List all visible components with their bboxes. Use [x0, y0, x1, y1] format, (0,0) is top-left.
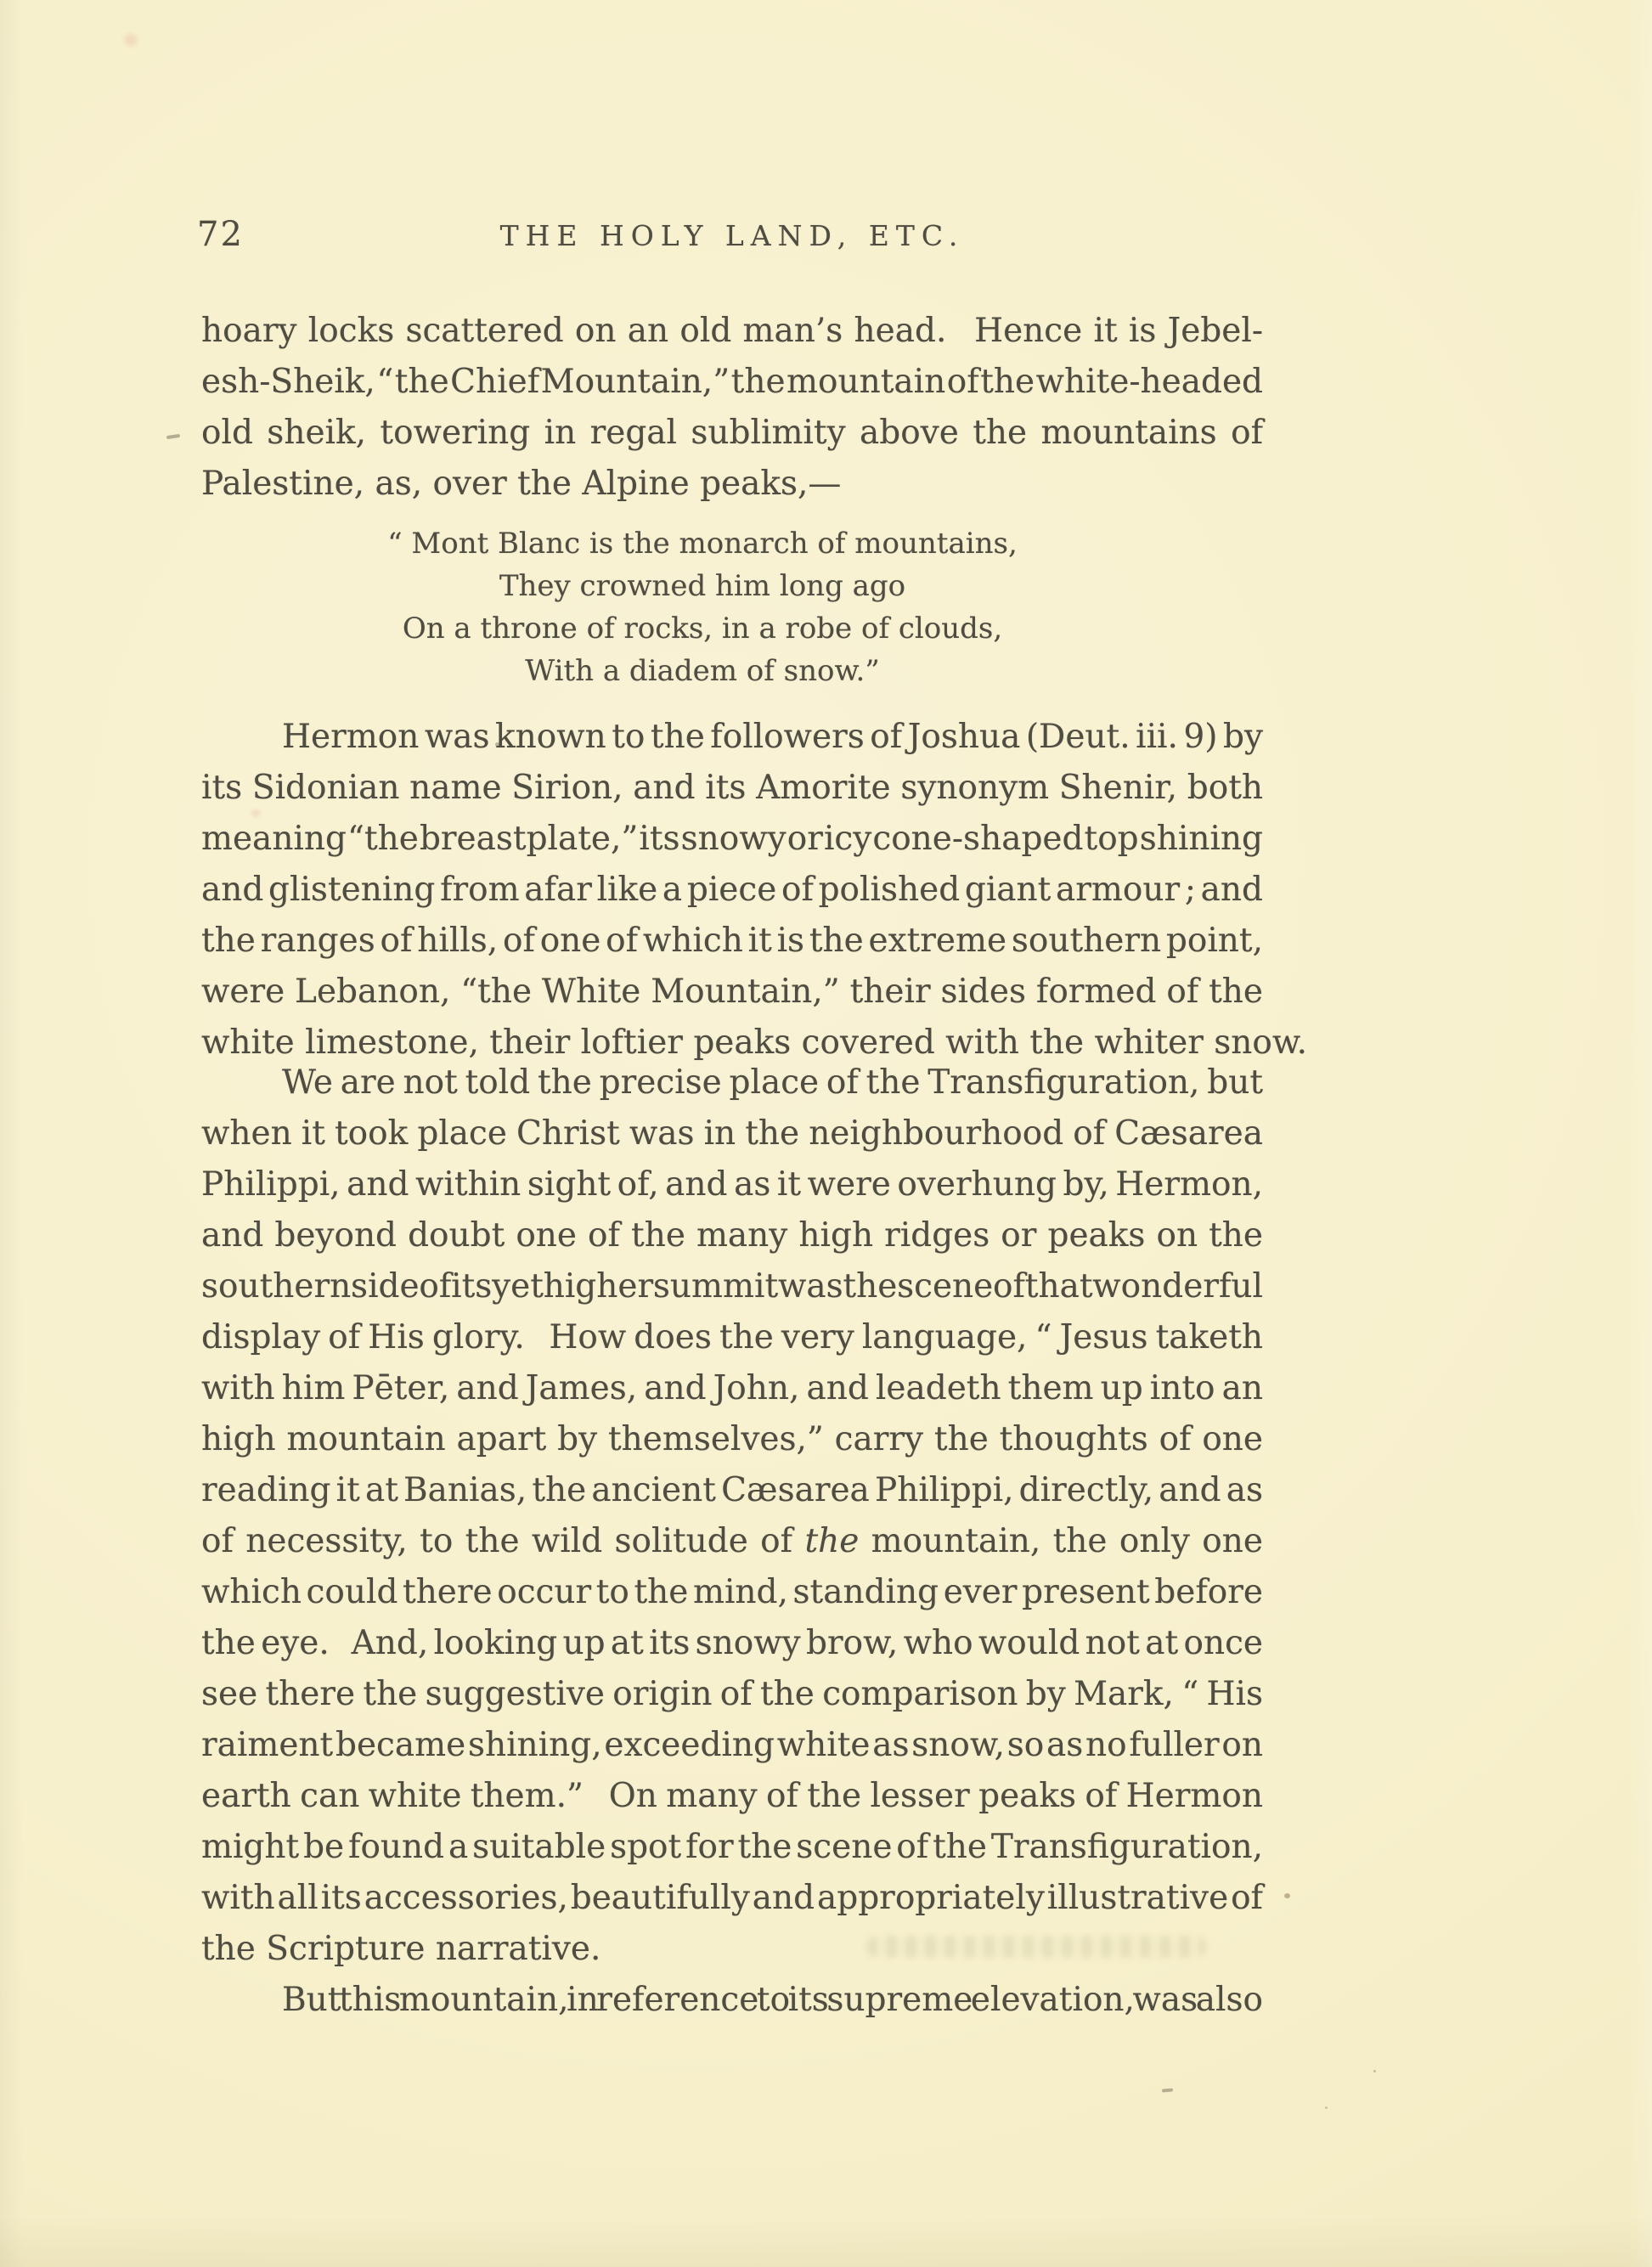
paper-speck	[1325, 2106, 1328, 2109]
text-line: Palestine, as, over the Alpine peaks,—	[201, 465, 842, 503]
paper-blemish	[124, 34, 138, 46]
text-line: and glistening from afar like a piece of polished giant armour ; and	[201, 871, 1263, 909]
paragraph-3	[201, 1057, 1263, 1975]
text-line: the eye. And, looking up at its snowy brow, who would not at once	[201, 1624, 1263, 1662]
text-line: with all its accessories, beautifully and appropriately illustrative of	[201, 1879, 1263, 1917]
text-line: southern side of its yet higher summit was the scene of that wonderful	[201, 1267, 1263, 1305]
text-line: We are not told the precise place of the Transfiguration, but	[282, 1063, 1263, 1102]
running-header: THE HOLY LAND, ETC.	[499, 219, 965, 252]
page-number: 72	[197, 215, 244, 254]
text-segment: mountain, the only one	[859, 1522, 1263, 1560]
paragraph-1	[201, 306, 1263, 510]
text-line: meaning “the breastplate,” its snowy or icy cone-shaped top shining	[201, 820, 1263, 858]
text-line: display of His glory. How does the very language, “ Jesus taketh	[201, 1318, 1263, 1356]
italic-word: the	[804, 1522, 860, 1560]
paragraph-2	[201, 712, 1308, 1069]
paragraph-4	[201, 1975, 1263, 2026]
text-segment: of necessity, to the wild solitude of	[201, 1522, 805, 1560]
text-line: old sheik, towering in regal sublimity above the mountains of	[201, 414, 1263, 452]
text-line: see there the suggestive origin of the comparison by Mark, “ His	[201, 1675, 1263, 1713]
text-line: hoary locks scattered on an old man’s head. Hence it is Jebel-	[201, 312, 1263, 350]
poem-quote	[201, 522, 1204, 692]
poem-line: With a diadem of snow.”	[525, 654, 880, 688]
text-line: and beyond doubt one of the many high ridges or peaks on the	[201, 1216, 1263, 1255]
text-line: raiment became shining, exceeding white as snow, so as no fuller on	[201, 1726, 1263, 1764]
text-line: which could there occur to the mind, standing ever present before	[201, 1573, 1263, 1611]
text-line: when it took place Christ was in the neighbourhood of Cæsarea	[201, 1114, 1263, 1153]
text-line: esh-Sheik, “ the Chief Mountain,” the mountain of the white-headed	[201, 363, 1263, 401]
text-line: white limestone, their loftier peaks covered with the whiter snow.	[201, 1024, 1308, 1062]
text-line: might be found a suitable spot for the scene of the Transfiguration,	[201, 1828, 1263, 1866]
text-line: the ranges of hills, of one of which it is the extreme southern point,	[201, 922, 1263, 960]
paper-speck	[1373, 2070, 1376, 2072]
text-line: But this mountain, in reference to its supreme elevation, was also	[282, 1981, 1263, 2019]
text-line-with-italic	[201, 1516, 1263, 1567]
stray-ink-dash	[1162, 2088, 1173, 2092]
poem-line: They crowned him long ago	[499, 569, 906, 603]
text-line: Hermon was known to the followers of Joshua (Deut. iii. 9) by	[282, 718, 1263, 756]
text-line: with him Pēter, and James, and John, and leadeth them up into an	[201, 1369, 1263, 1407]
text-line: Philippi, and within sight of, and as it were overhung by, Hermon,	[201, 1165, 1263, 1204]
stray-ink-dot	[1284, 1893, 1290, 1898]
text-line: high mountain apart by themselves,” carry the thoughts of one	[201, 1420, 1263, 1458]
poem-line: “ Mont Blanc is the monarch of mountains,	[387, 527, 1018, 561]
stray-ink-dash	[166, 434, 180, 439]
text-line: reading it at Banias, the ancient Cæsarea Philippi, directly, and as	[201, 1471, 1263, 1509]
poem-line: On a throne of rocks, in a robe of clouds,	[402, 612, 1003, 646]
text-line: the Scripture narrative.	[201, 1930, 601, 1968]
text-line: its Sidonian name Sirion, and its Amorite synonym Shenir, both	[201, 769, 1263, 807]
text-line: were Lebanon, “the White Mountain,” their sides formed of the	[201, 973, 1263, 1011]
text-line: earth can white them.” On many of the lesser peaks of Hermon	[201, 1777, 1263, 1815]
